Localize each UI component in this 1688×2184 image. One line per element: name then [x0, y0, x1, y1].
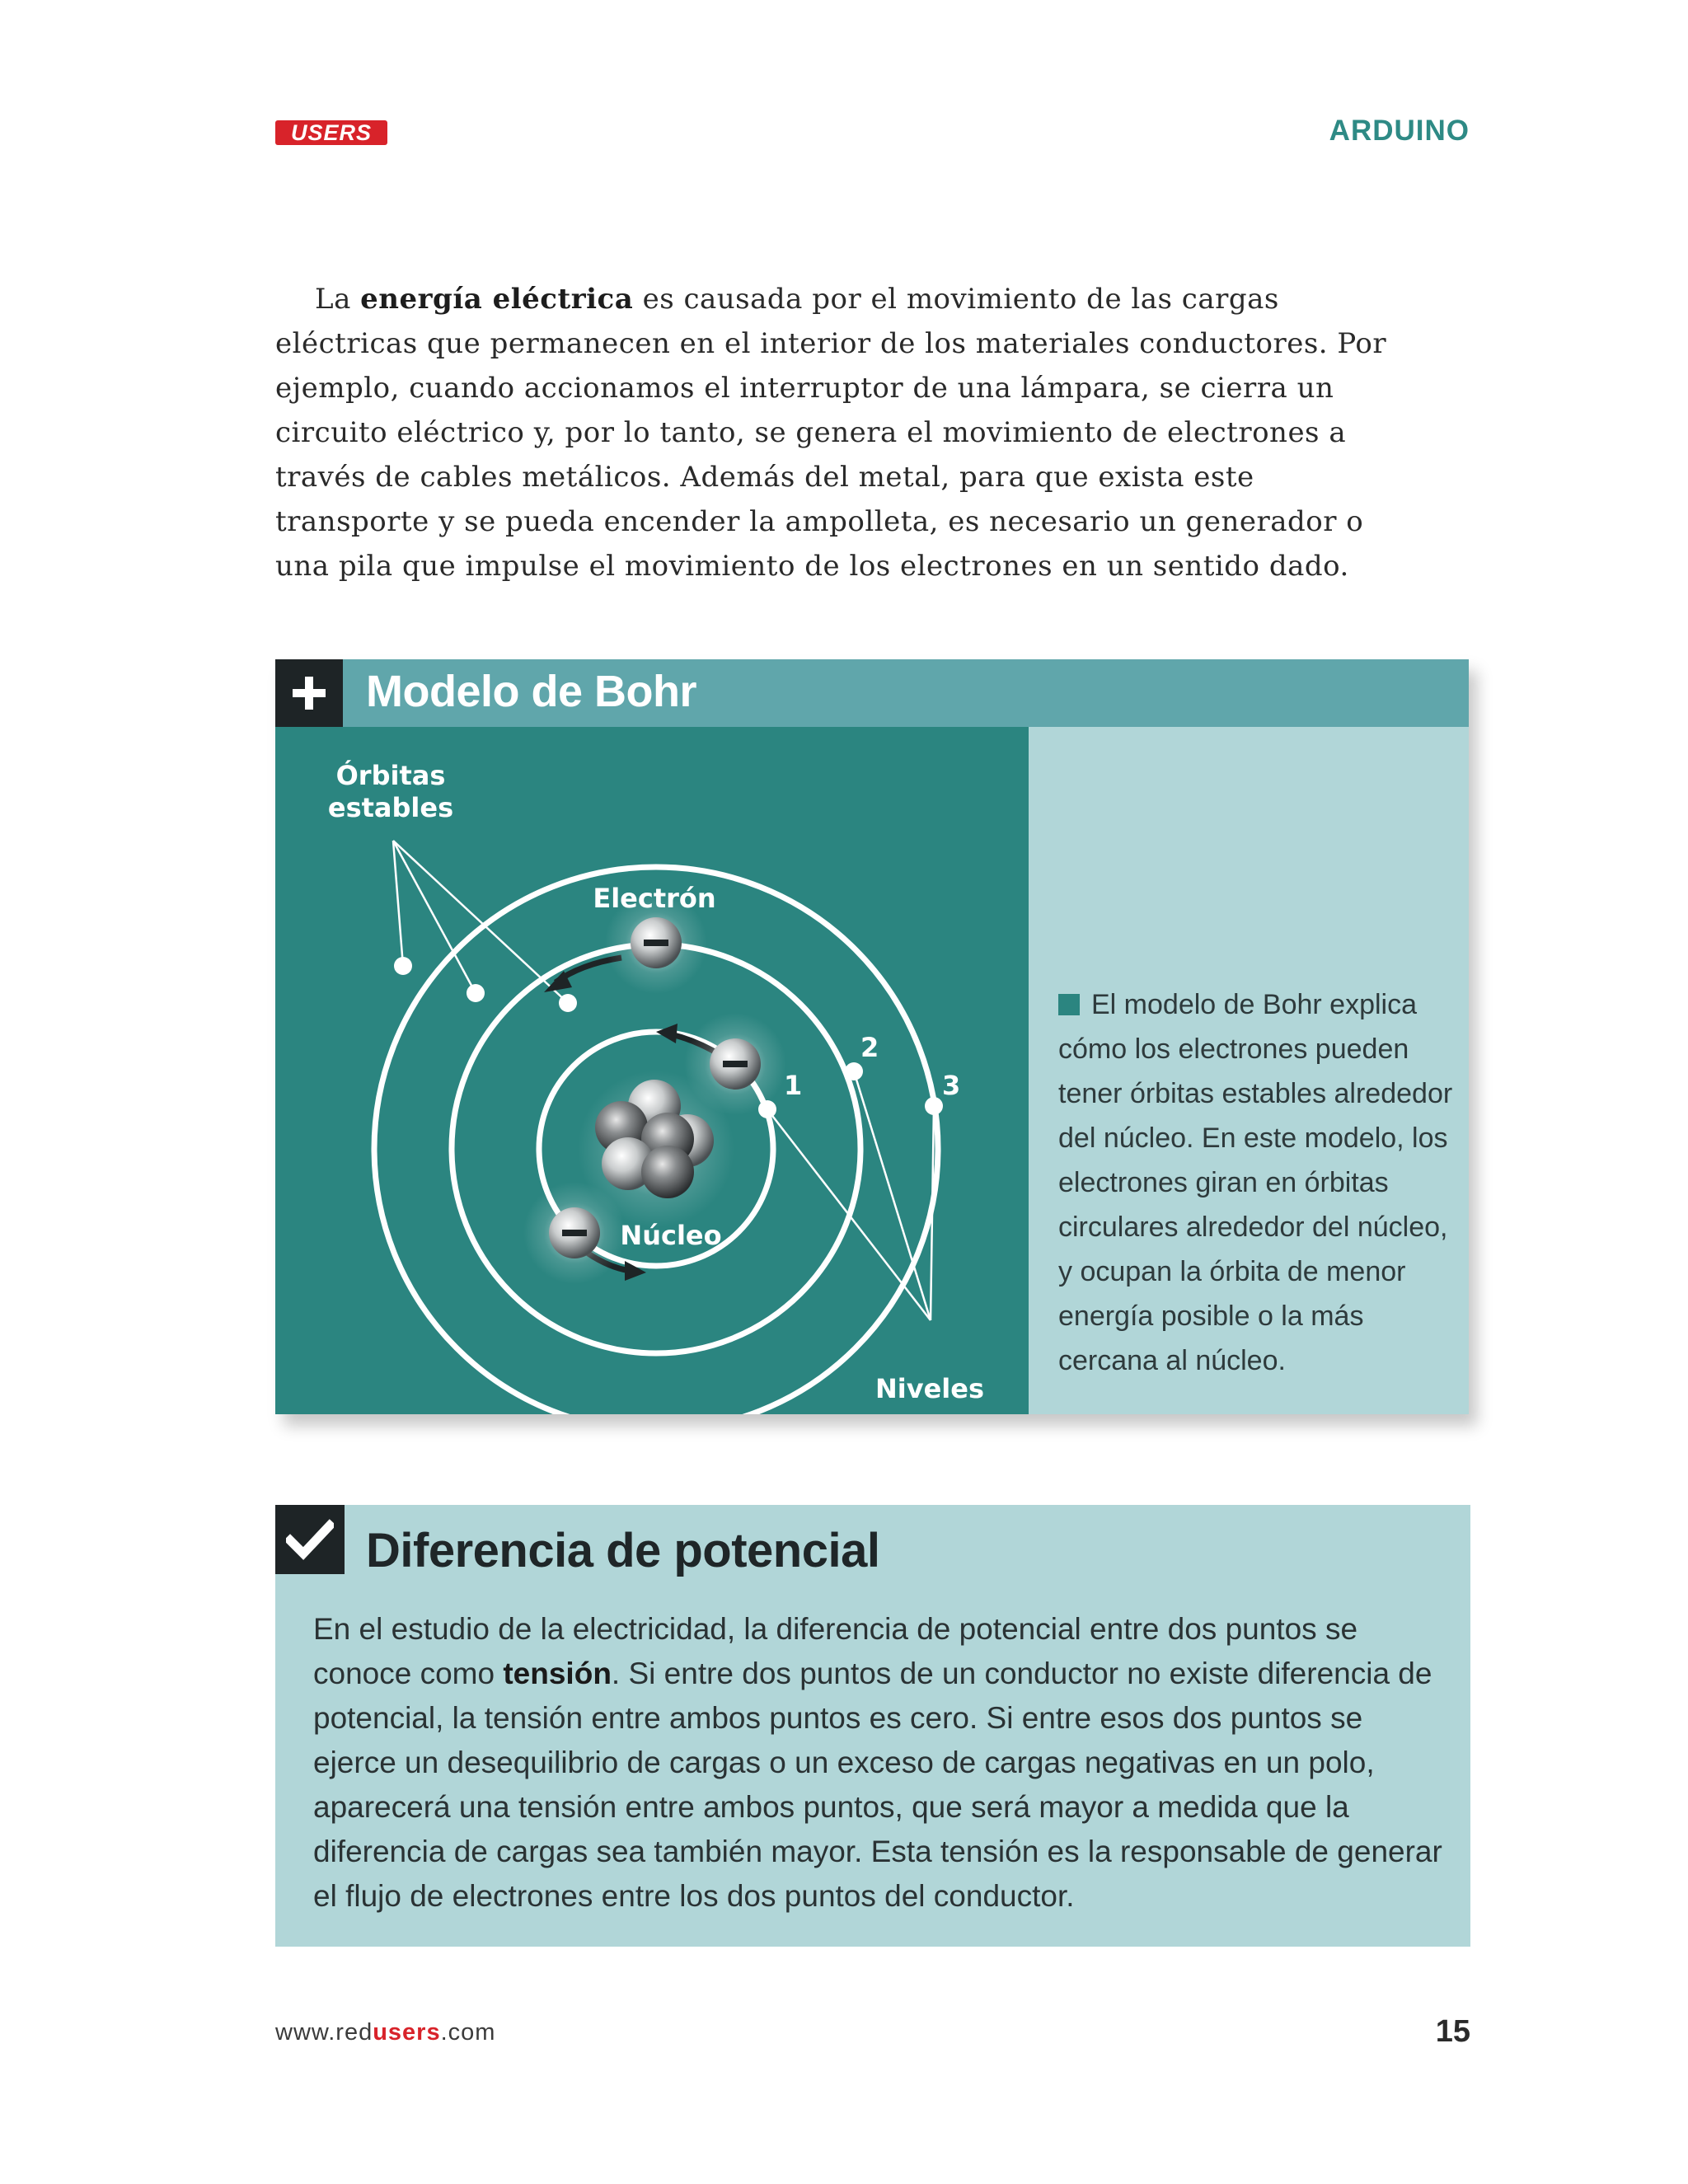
bohr-atom-figure [275, 727, 1029, 1414]
diferencia-text-rest: . Si entre dos puntos de un conductor no existe diferencia de potencial, la tensión entre ambos puntos es cero. Si entre esos dos puntos se ejerce un desequilibrio de cargas o un exceso de cargas negativas en un polo, aparecerá una tensión entre ambos puntos, que será mayor a medida que la diferencia de cargas sea también mayor. Esta tensión es la responsable de generar el flujo de electrones entre los dos puntos del conductor. [313, 1657, 1442, 1913]
url-part-1: www.red [275, 2019, 373, 2046]
orbit-marker-3-left [394, 957, 412, 975]
level-marker-3 [925, 1097, 943, 1115]
intro-paragraph [275, 277, 1413, 588]
bohr-model-box [275, 659, 1469, 1414]
orbit-marker-1-left [559, 994, 577, 1012]
diferencia-title: Diferencia de potencial [366, 1524, 880, 1577]
footer-url [275, 2019, 495, 2046]
bohr-side-panel [1029, 727, 1469, 1414]
diferencia-text-start: En el estudio de la electricidad, la diferencia de potencial entre dos puntos se conoce como [313, 1612, 1358, 1690]
diferencia-bold-term: tensión [503, 1657, 612, 1690]
arrow-head-orbit-1-top [656, 1024, 678, 1043]
label-level-1: 1 [784, 1070, 803, 1101]
bohr-description-text: El modelo de Bohr explica cómo los electrones pueden tener órbitas estables alrededor del núcleo. En este modelo, los electrones giran en órbitas circulares alrededor del núcleo, y ocupan la órbita de menor energía posible o la más cercana al núcleo. [1058, 989, 1453, 1376]
label-electron: Electrón [593, 883, 716, 914]
intro-text-rest: es causada por el movimiento de las cargas eléctricas que permanecen en el interior de los materiales conductores. Por ejemplo, cuando accionamos el interruptor de una lámpara, se cierra un circuito eléctrico y, por lo tanto, se genera el movimiento de electrones a través de cables metálicos. Además del metal, para que exista este transporte y se pueda encender la ampolleta, es necesario un generador o una pila que impulse el movimiento de los electrones en un sentido dado. [275, 283, 1387, 583]
niveles-pointer-lines [767, 1071, 934, 1320]
label-level-2: 2 [860, 1032, 879, 1063]
bullet-square-icon [1058, 994, 1080, 1015]
label-nucleo: Núcleo [620, 1220, 722, 1251]
bohr-description [1058, 982, 1454, 1383]
url-part-3: .com [440, 2019, 496, 2046]
label-orbitas-2: estables [327, 792, 454, 823]
bohr-title: Modelo de Bohr [366, 667, 696, 716]
orbitas-pointer-lines [393, 841, 568, 1003]
bohr-diagram [275, 727, 1029, 1414]
section-title: ARDUINO [1329, 115, 1470, 147]
electron-right [684, 1013, 786, 1115]
url-part-2: users [373, 2019, 441, 2046]
diferencia-paragraph [313, 1607, 1451, 1919]
electron-bottom-left [523, 1182, 626, 1284]
check-icon [275, 1505, 345, 1574]
users-logo [275, 120, 387, 145]
bohr-header [275, 659, 1469, 727]
intro-text-start: La [315, 283, 361, 316]
diferencia-box [275, 1505, 1470, 1947]
label-niveles: Niveles [874, 1373, 985, 1404]
label-level-3: 3 [942, 1070, 961, 1101]
level-marker-2 [845, 1062, 863, 1080]
label-orbitas-1: Órbitas [335, 760, 446, 791]
intro-bold-term: energía eléctrica [360, 283, 634, 316]
page-number: 15 [1435, 2014, 1470, 2049]
orbit-marker-2-left [467, 984, 485, 1002]
logo-text: USERS [290, 120, 373, 145]
plus-icon [275, 659, 343, 727]
